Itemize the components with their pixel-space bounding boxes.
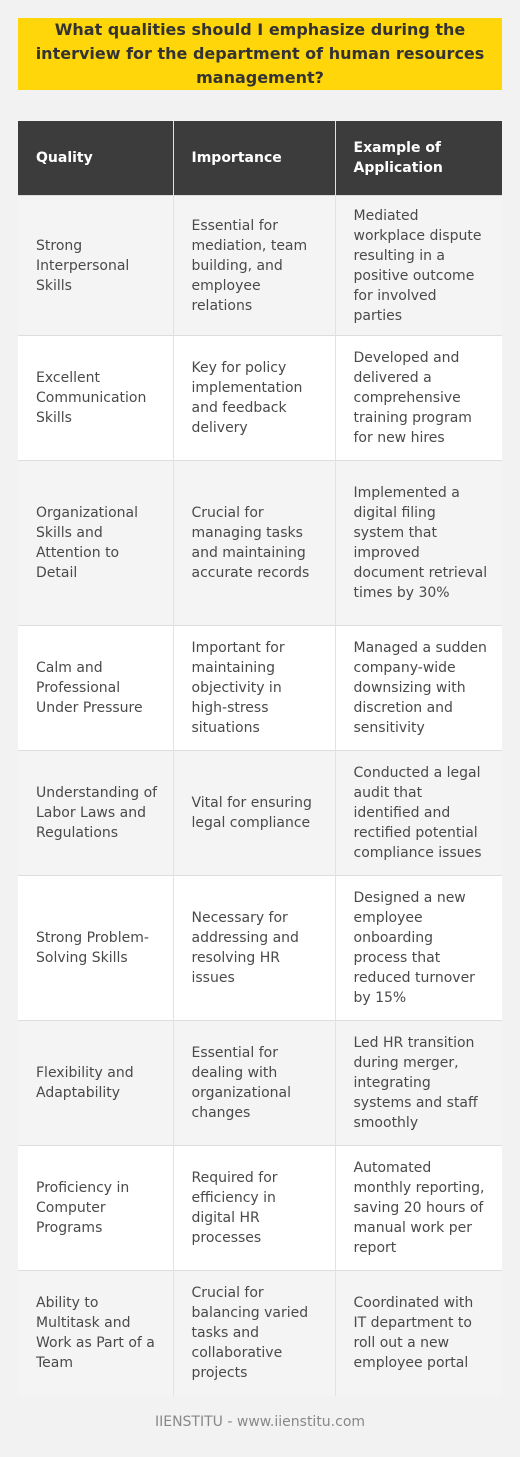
- page-title: What qualities should I emphasize during the interview for the department of human resources management?: [35, 20, 485, 87]
- header-importance: Importance: [173, 121, 335, 196]
- cell-example: Implemented a digital filing system that improved document retrieval times by 30%: [335, 461, 502, 626]
- cell-example: Designed a new employee onboarding process that reduced turnover by 15%: [335, 876, 502, 1021]
- cell-example: Mediated workplace dispute resulting in a positive outcome for involved parties: [335, 196, 502, 336]
- table-row: [18, 1021, 502, 1146]
- cell-quality: Strong Interpersonal Skills: [18, 196, 173, 336]
- table-row: [18, 1271, 502, 1396]
- table-row: [18, 461, 502, 626]
- cell-quality: Calm and Professional Under Pressure: [18, 626, 173, 751]
- cell-quality: Ability to Multitask and Work as Part of a Team: [18, 1271, 173, 1396]
- cell-importance: Required for efficiency in digital HR processes: [173, 1146, 335, 1271]
- table-row: [18, 626, 502, 751]
- table-row: [18, 196, 502, 336]
- cell-quality: Strong Problem-Solving Skills: [18, 876, 173, 1021]
- qualities-table: [18, 121, 502, 1396]
- header-example: Example of Application: [335, 121, 502, 196]
- cell-importance: Essential for mediation, team building, and employee relations: [173, 196, 335, 336]
- title-banner: [18, 18, 502, 90]
- cell-importance: Necessary for addressing and resolving HR issues: [173, 876, 335, 1021]
- cell-importance: Vital for ensuring legal compliance: [173, 751, 335, 876]
- table-row: [18, 751, 502, 876]
- cell-importance: Key for policy implementation and feedback delivery: [173, 336, 335, 461]
- cell-example: Led HR transition during merger, integrating systems and staff smoothly: [335, 1021, 502, 1146]
- cell-example: Coordinated with IT department to roll out a new employee portal: [335, 1271, 502, 1396]
- cell-importance: Essential for dealing with organizational changes: [173, 1021, 335, 1146]
- cell-quality: Proficiency in Computer Programs: [18, 1146, 173, 1271]
- cell-example: Conducted a legal audit that identified and rectified potential compliance issues: [335, 751, 502, 876]
- header-quality: Quality: [18, 121, 173, 196]
- table-row: [18, 876, 502, 1021]
- cell-quality: Organizational Skills and Attention to Detail: [18, 461, 173, 626]
- cell-quality: Excellent Communication Skills: [18, 336, 173, 461]
- table-row: [18, 1146, 502, 1271]
- table-row: [18, 336, 502, 461]
- cell-importance: Crucial for managing tasks and maintaining accurate records: [173, 461, 335, 626]
- cell-example: Automated monthly reporting, saving 20 hours of manual work per report: [335, 1146, 502, 1271]
- cell-quality: Understanding of Labor Laws and Regulations: [18, 751, 173, 876]
- cell-importance: Crucial for balancing varied tasks and collaborative projects: [173, 1271, 335, 1396]
- table-header-row: [18, 121, 502, 196]
- cell-example: Managed a sudden company-wide downsizing with discretion and sensitivity: [335, 626, 502, 751]
- cell-example: Developed and delivered a comprehensive training program for new hires: [335, 336, 502, 461]
- footer-credit: IIENSTITU - www.iienstitu.com: [154, 1414, 366, 1430]
- cell-importance: Important for maintaining objectivity in high-stress situations: [173, 626, 335, 751]
- cell-quality: Flexibility and Adaptability: [18, 1021, 173, 1146]
